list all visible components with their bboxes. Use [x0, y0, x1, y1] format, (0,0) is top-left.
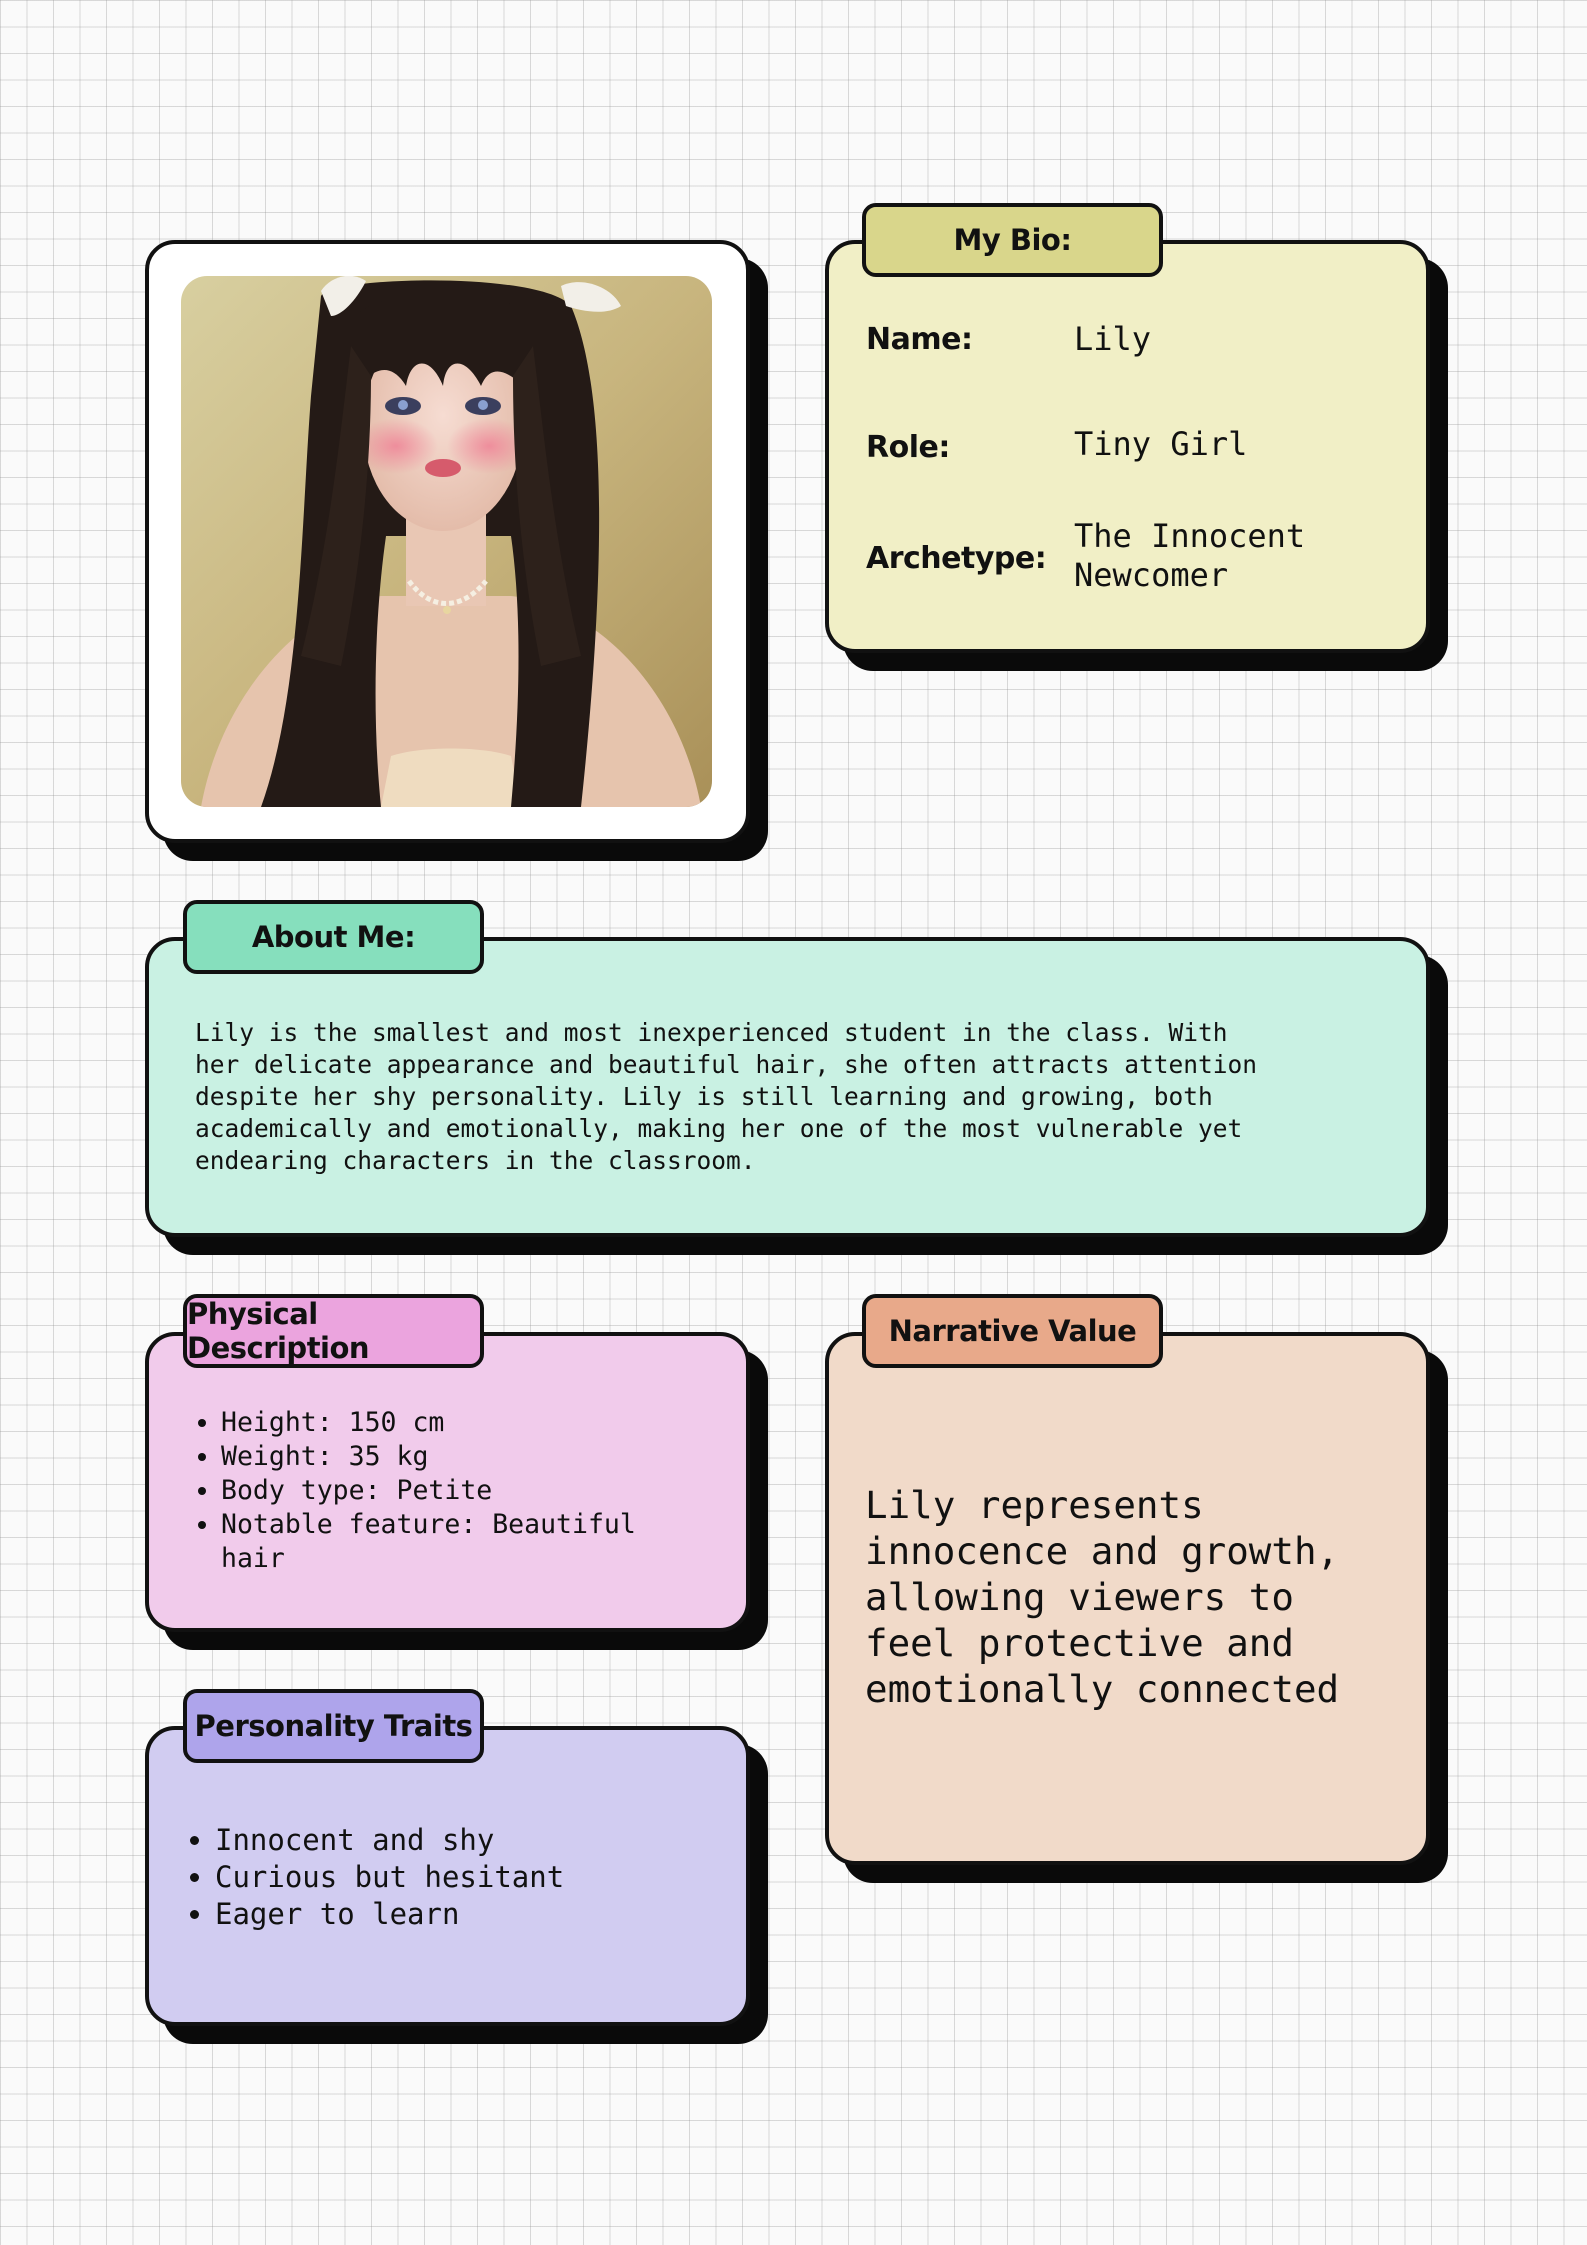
- list-item: • Eager to learn: [215, 1896, 775, 1933]
- narrative-heading-tab: [862, 1294, 1163, 1368]
- bio-archetype-label: Archetype:: [866, 541, 1047, 576]
- about-heading-tab: [183, 900, 484, 974]
- bio-heading-tab: [862, 203, 1163, 277]
- list-item: • Height: 150 cm: [221, 1406, 781, 1440]
- bio-role-label: Role:: [866, 430, 950, 465]
- bio-archetype-value: The Innocent Newcomer: [1074, 517, 1306, 594]
- about-card: [145, 937, 1430, 1237]
- profile-photo: [181, 276, 712, 807]
- bio-card: [825, 240, 1430, 653]
- bio-name-label: Name:: [866, 322, 973, 357]
- personality-heading-tab: [183, 1689, 484, 1763]
- narrative-text: Lily represents innocence and growth, allowing viewers to feel protective and emotionally connected: [865, 1483, 1340, 1711]
- bio-name-value: Lily: [1074, 320, 1152, 358]
- physical-list: [177, 1406, 781, 1576]
- narrative-card: [825, 1332, 1430, 1865]
- list-item: • Notable feature: Beautiful hair: [221, 1508, 691, 1576]
- about-text: Lily is the smallest and most inexperienced student in the class. With her delicate appearance and beautiful hair, she often attracts attention despite her shy personality. Lily is still learning and growing, both academically and emotionally, making her one of the most vulnerable yet endearing characters in the classroom.: [195, 1018, 1258, 1175]
- personality-card: [145, 1726, 750, 2026]
- list-item: • Innocent and shy: [215, 1822, 775, 1859]
- profile-photo-card: [145, 240, 750, 843]
- personality-list: [171, 1822, 775, 1933]
- physical-heading-tab: [183, 1294, 484, 1368]
- physical-card: [145, 1332, 750, 1632]
- bio-heading: My Bio:: [953, 223, 1072, 257]
- narrative-heading: Narrative Value: [888, 1314, 1137, 1348]
- list-item: • Body type: Petite: [221, 1474, 781, 1508]
- about-heading: About Me:: [251, 920, 416, 954]
- bio-role-value: Tiny Girl: [1074, 425, 1248, 463]
- personality-heading: Personality Traits: [194, 1709, 473, 1743]
- list-item: • Weight: 35 kg: [221, 1440, 781, 1474]
- physical-heading: Physical Description: [187, 1297, 370, 1365]
- list-item: • Curious but hesitant: [215, 1859, 775, 1896]
